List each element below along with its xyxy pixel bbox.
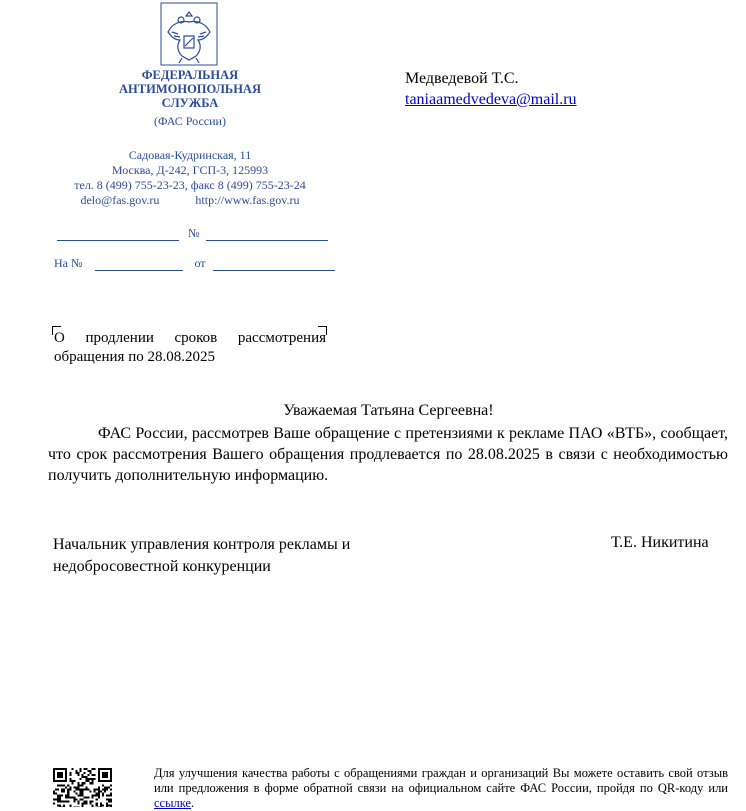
org-name-line1: ФЕДЕРАЛЬНАЯ	[90, 68, 290, 82]
addressee-name: Медведевой Т.С.	[405, 68, 577, 89]
signer-name: Т.Е. Никитина	[611, 534, 709, 552]
org-name-line3: СЛУЖБА	[90, 96, 290, 110]
outgoing-date-blank	[57, 228, 179, 241]
signer-position	[53, 534, 350, 578]
from-label: от	[194, 256, 205, 270]
coat-of-arms-icon	[160, 2, 218, 66]
in-reply-number-blank	[95, 258, 183, 271]
org-email: delo@fas.gov.ru	[80, 193, 159, 208]
organization-short-name: (ФАС России)	[90, 114, 290, 129]
org-name-line2: АНТИМОНОПОЛЬНАЯ	[90, 82, 290, 96]
feedback-note	[154, 766, 728, 811]
org-website: http://www.fas.gov.ru	[195, 193, 299, 208]
outgoing-number-row	[57, 226, 328, 241]
phone-fax-line: тел. 8 (499) 755-23-23, факс 8 (499) 755-23-24	[40, 178, 340, 193]
qr-code-icon[interactable]	[53, 768, 112, 807]
number-label: №	[188, 226, 199, 240]
signer-position-line1: Начальник управления контроля рекламы и	[53, 534, 350, 556]
subject-line2: обращения по 28.08.2025	[54, 349, 215, 365]
subject-line1: О продлении сроков рассмотрения	[54, 329, 326, 348]
organization-name	[90, 68, 290, 110]
feedback-note-text: Для улучшения качества работы с обращениями граждан и организаций Вы можете оставить свой отзыв или предложения в форме обратной связи на официальном сайте ФАС России, пройдя по QR-коду или	[154, 766, 728, 795]
in-reply-date-blank	[213, 258, 335, 271]
address-line1: Садовая-Кудринская, 11	[40, 148, 340, 163]
feedback-note-end: .	[191, 796, 194, 810]
addressee-email-link[interactable]: taniaamedvedeva@mail.ru	[405, 89, 577, 110]
address-line2: Москва, Д-242, ГСП-3, 125993	[40, 163, 340, 178]
organization-contacts	[40, 148, 340, 208]
letter-subject	[54, 329, 326, 367]
signer-position-line2: недобросовестной конкуренции	[53, 556, 350, 578]
addressee-block	[405, 68, 577, 110]
outgoing-number-blank	[206, 228, 328, 241]
feedback-link[interactable]: ссылке	[154, 796, 191, 810]
in-reply-row	[54, 256, 335, 271]
letter-body: ФАС России, рассмотрев Ваше обращение с претензиями к рекламе ПАО «ВТБ», сообщает, что срок рассмотрения Вашего обращения продлевается по 28.08.2025 в связи с необходимостью получить дополнительную информацию.	[48, 423, 728, 486]
salutation: Уважаемая Татьяна Сергеевна!	[0, 402, 746, 420]
in-reply-label: На №	[54, 256, 82, 270]
